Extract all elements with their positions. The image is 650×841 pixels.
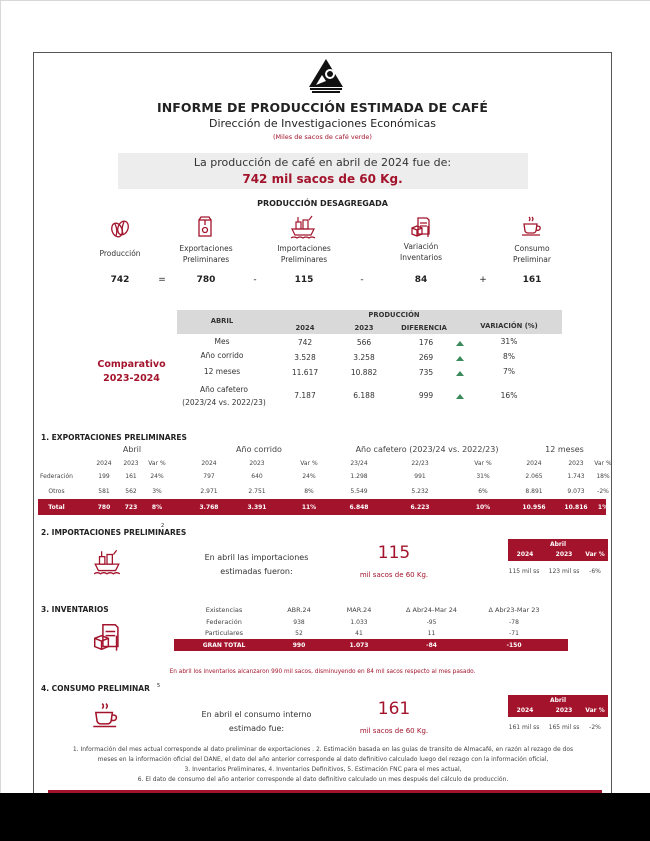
inv-row-label: GRAN TOTAL <box>202 642 246 649</box>
operator-minus-1: - <box>253 275 257 285</box>
cargo-ship-icon <box>92 547 122 581</box>
cell: 269 <box>418 353 434 362</box>
cell: 7.187 <box>294 391 316 400</box>
consumo-text: En abril el consumo interno estimado fue: <box>201 710 312 733</box>
mini-cell: 115 mil ss <box>508 568 540 575</box>
cell: 8% <box>151 504 163 511</box>
col-header: 2024 <box>526 460 542 467</box>
exportaciones-title: 1. EXPORTACIONES PRELIMINARES <box>41 433 187 442</box>
inv-col: ABR.24 <box>287 606 311 614</box>
inv-col: Δ Abr23-Mar 23 <box>488 606 540 614</box>
cell: 31% <box>500 337 518 346</box>
cell: 797 <box>203 473 215 480</box>
cell: 1.743 <box>567 473 585 480</box>
consumo-title: 4. CONSUMO PRELIMINAR <box>41 684 150 693</box>
cell: 780 <box>97 504 111 511</box>
mini-cell: -6% <box>589 568 601 575</box>
col-variacion: VARIACIÓN (%) <box>480 322 538 330</box>
row-label-12-meses: 12 meses <box>203 367 241 376</box>
report-page <box>33 52 612 794</box>
mini-cell: 123 mil ss <box>548 568 580 575</box>
mini-cell: 165 mil ss <box>548 724 580 731</box>
col-produccion: PRODUCCIÓN <box>368 311 420 319</box>
col-2023: 2023 <box>354 324 374 332</box>
cell: 10.956 <box>522 504 546 511</box>
col-header: 23/24 <box>350 460 368 467</box>
inv-col: MAR.24 <box>346 606 372 614</box>
highlight-line-2: 742 mil sacos de 60 Kg. <box>242 172 403 186</box>
inventarios-note: En abril los inventarios alcanzaron 990 mil sacos, disminuyendo en 84 mil sacos respecto al mes pasado. <box>169 669 476 675</box>
value-variacion-inventarios: 84 <box>414 275 428 285</box>
row-label-ano-cafetero: Año cafetero (2023/24 vs. 2022/23) <box>182 385 266 407</box>
cell: 3% <box>152 488 162 495</box>
cell: 990 <box>292 642 306 649</box>
cell: 24% <box>150 473 164 480</box>
operator-minus-2: - <box>360 275 364 285</box>
group-ano-cafetero: Año cafetero (2023/24 vs. 2022/23) <box>355 445 499 454</box>
cell: 2.751 <box>248 488 266 495</box>
cell: 8% <box>304 488 314 495</box>
mini-group: Abril <box>549 697 566 704</box>
col-header: 22/23 <box>411 460 429 467</box>
mini-cell: 161 mil ss <box>508 724 540 731</box>
coffee-bean-icon <box>109 218 131 240</box>
cell: 735 <box>418 368 434 377</box>
cell: 2.971 <box>200 488 218 495</box>
cell: 9.073 <box>567 488 585 495</box>
col-header: 2024 <box>96 460 112 467</box>
value-importaciones: 115 <box>294 275 314 285</box>
mini-col: 2023 <box>555 707 573 714</box>
coffee-cup-icon <box>521 215 543 237</box>
cell: 7% <box>503 367 515 376</box>
consumo-value: 161 <box>377 699 411 719</box>
cell: 8% <box>503 352 515 361</box>
operator-equals: = <box>158 275 166 285</box>
importaciones-value: 115 <box>377 543 411 563</box>
row-label-otros: Otros <box>48 488 65 495</box>
up-arrow-icon <box>456 341 464 346</box>
label-importaciones: Importaciones Preliminares <box>277 244 331 264</box>
value-exportaciones: 780 <box>196 275 216 285</box>
cell: 10% <box>475 504 491 511</box>
inv-col: Δ Abr24-Mar 24 <box>406 606 457 614</box>
col-diferencia: DIFERENCIA <box>401 324 447 332</box>
inventory-icon <box>92 621 122 657</box>
cell: 10.816 <box>564 504 588 511</box>
value-consumo: 161 <box>522 275 542 285</box>
row-label-federacion: Federación <box>40 473 73 480</box>
cell: 938 <box>293 619 305 626</box>
viewer-black-region <box>0 793 650 841</box>
highlight-line-1: La producción de café en abril de 2024 fue de: <box>193 156 452 169</box>
footnotes: 1. Información del mes actual corresponde al dato preliminar de exportaciones . 2. Estimación basada en las guías de transito de Almacafé, en razón al rezago de dos meses en la información oficial del DANE, el dato del año anterior corresponde al dato definitivo calculado luego del rezago con la información oficial, 3. Inventarios Preliminares, 4. Inventarios Definitivos, 5. Estimación FNC para el mes actual, 6. El dato de consumo del año anterior corresponde al dato definitivo calculado un mes después del cálculo de producción. <box>72 746 574 783</box>
up-arrow-icon <box>456 371 464 376</box>
cell: -2% <box>597 488 609 495</box>
importaciones-title: 2. IMPORTACIONES PRELIMINARES <box>41 528 187 537</box>
inv-row-label: Federación <box>206 618 242 626</box>
fnc-logo-icon <box>306 57 346 95</box>
cell: 6% <box>478 488 488 495</box>
cell: 199 <box>98 473 110 480</box>
cell: 1.073 <box>349 642 369 649</box>
report-subtitle: Dirección de Investigaciones Económicas <box>208 117 436 130</box>
operator-plus: + <box>479 275 487 285</box>
cell: 161 <box>125 473 137 480</box>
cell: 5.549 <box>350 488 368 495</box>
value-produccion: 742 <box>110 275 130 285</box>
consumo-unit: mil sacos de 60 Kg. <box>359 727 429 735</box>
coffee-cup-icon <box>92 701 120 733</box>
col-2024: 2024 <box>295 324 315 332</box>
cell: 3.258 <box>353 353 375 362</box>
viewer-left-border <box>0 0 1 793</box>
up-arrow-icon <box>456 394 464 399</box>
inventory-icon <box>410 216 432 238</box>
col-header: 2024 <box>201 460 217 467</box>
cargo-ship-icon <box>289 214 317 240</box>
importaciones-text: En abril las importaciones estimadas fueron: <box>204 553 309 576</box>
cell: 6.188 <box>353 391 375 400</box>
cell: 11% <box>301 504 317 511</box>
col-header: 2023 <box>249 460 265 467</box>
col-header: Var % <box>594 460 612 467</box>
mini-col: Var % <box>585 707 605 714</box>
cell: 41 <box>355 630 363 637</box>
cell: 562 <box>125 488 137 495</box>
col-header: Var % <box>300 460 318 467</box>
cell: 176 <box>418 338 434 347</box>
coffee-bag-icon <box>194 216 216 238</box>
units-note: (Miles de sacos de café verde) <box>273 133 372 141</box>
cell: 581 <box>98 488 110 495</box>
mini-col: 2023 <box>555 551 573 558</box>
inventarios-title: 3. INVENTARIOS <box>41 605 109 614</box>
cell: -150 <box>506 642 522 649</box>
cell: 3.391 <box>247 504 267 511</box>
cell: 3.528 <box>294 353 316 362</box>
cell: 6.223 <box>410 504 430 511</box>
cell: -84 <box>426 642 437 649</box>
mini-col: 2024 <box>516 707 534 714</box>
inv-col: Existencias <box>205 606 243 614</box>
cell: 18% <box>596 473 610 480</box>
cell: 11.617 <box>291 368 319 377</box>
cell: 723 <box>124 504 138 511</box>
cell: 31% <box>476 473 490 480</box>
cell: -95 <box>426 619 437 626</box>
group-12-meses: 12 meses <box>545 445 584 454</box>
label-consumo: Consumo Preliminar <box>513 244 551 264</box>
row-label-mes: Mes <box>214 337 230 346</box>
cell: 640 <box>251 473 263 480</box>
col-header: Var % <box>474 460 492 467</box>
cell: 5.232 <box>411 488 429 495</box>
group-abril: Abril <box>122 445 142 454</box>
row-label-total: Total <box>48 504 65 511</box>
cell: 11 <box>427 630 436 637</box>
importaciones-unit: mil sacos de 60 Kg. <box>359 571 429 579</box>
label-variacion-inventarios: Variación Inventarios <box>400 242 442 262</box>
group-ano-corrido: Año corrido <box>236 445 282 454</box>
cell: 1.298 <box>350 473 368 480</box>
cell: 742 <box>297 338 313 347</box>
mini-group: Abril <box>549 541 566 548</box>
mini-col: 2024 <box>516 551 534 558</box>
cell: 3.768 <box>199 504 219 511</box>
viewer-top-border <box>0 0 650 1</box>
cell: 999 <box>418 391 434 400</box>
cell: 991 <box>414 473 426 480</box>
cell: 16% <box>500 391 518 400</box>
cell: 10.882 <box>350 368 378 377</box>
cell: 2.065 <box>525 473 543 480</box>
desagregada-title: PRODUCCIÓN DESAGREGADA <box>257 199 388 208</box>
cell: 566 <box>356 338 372 347</box>
row-label-ano-corrido: Año corrido <box>200 351 244 360</box>
cell: 1.033 <box>350 619 368 626</box>
col-header: Var % <box>148 460 166 467</box>
inv-row-label: Particulares <box>204 629 244 637</box>
cell: 24% <box>302 473 316 480</box>
col-header: 2023 <box>568 460 584 467</box>
cell: 1% <box>597 504 609 511</box>
cell: 52 <box>295 630 303 637</box>
up-arrow-icon <box>456 356 464 361</box>
footnote-ref: 5 <box>157 683 161 689</box>
cell: -78 <box>509 619 519 626</box>
cell: 6.848 <box>349 504 369 511</box>
cell: -71 <box>509 630 519 637</box>
report-title: INFORME DE PRODUCCIÓN ESTIMADA DE CAFÉ <box>156 100 489 115</box>
col-abril: ABRIL <box>210 317 234 325</box>
cell: 8.891 <box>525 488 543 495</box>
footnote-ref: 2 <box>161 523 165 529</box>
mini-cell: -2% <box>589 724 601 731</box>
col-header: 2023 <box>123 460 139 467</box>
mini-col: Var % <box>585 551 605 558</box>
comparativo-label: Comparativo 2023-2024 <box>97 359 166 384</box>
label-exportaciones: Exportaciones Preliminares <box>179 244 233 264</box>
label-produccion: Producción <box>99 249 141 258</box>
